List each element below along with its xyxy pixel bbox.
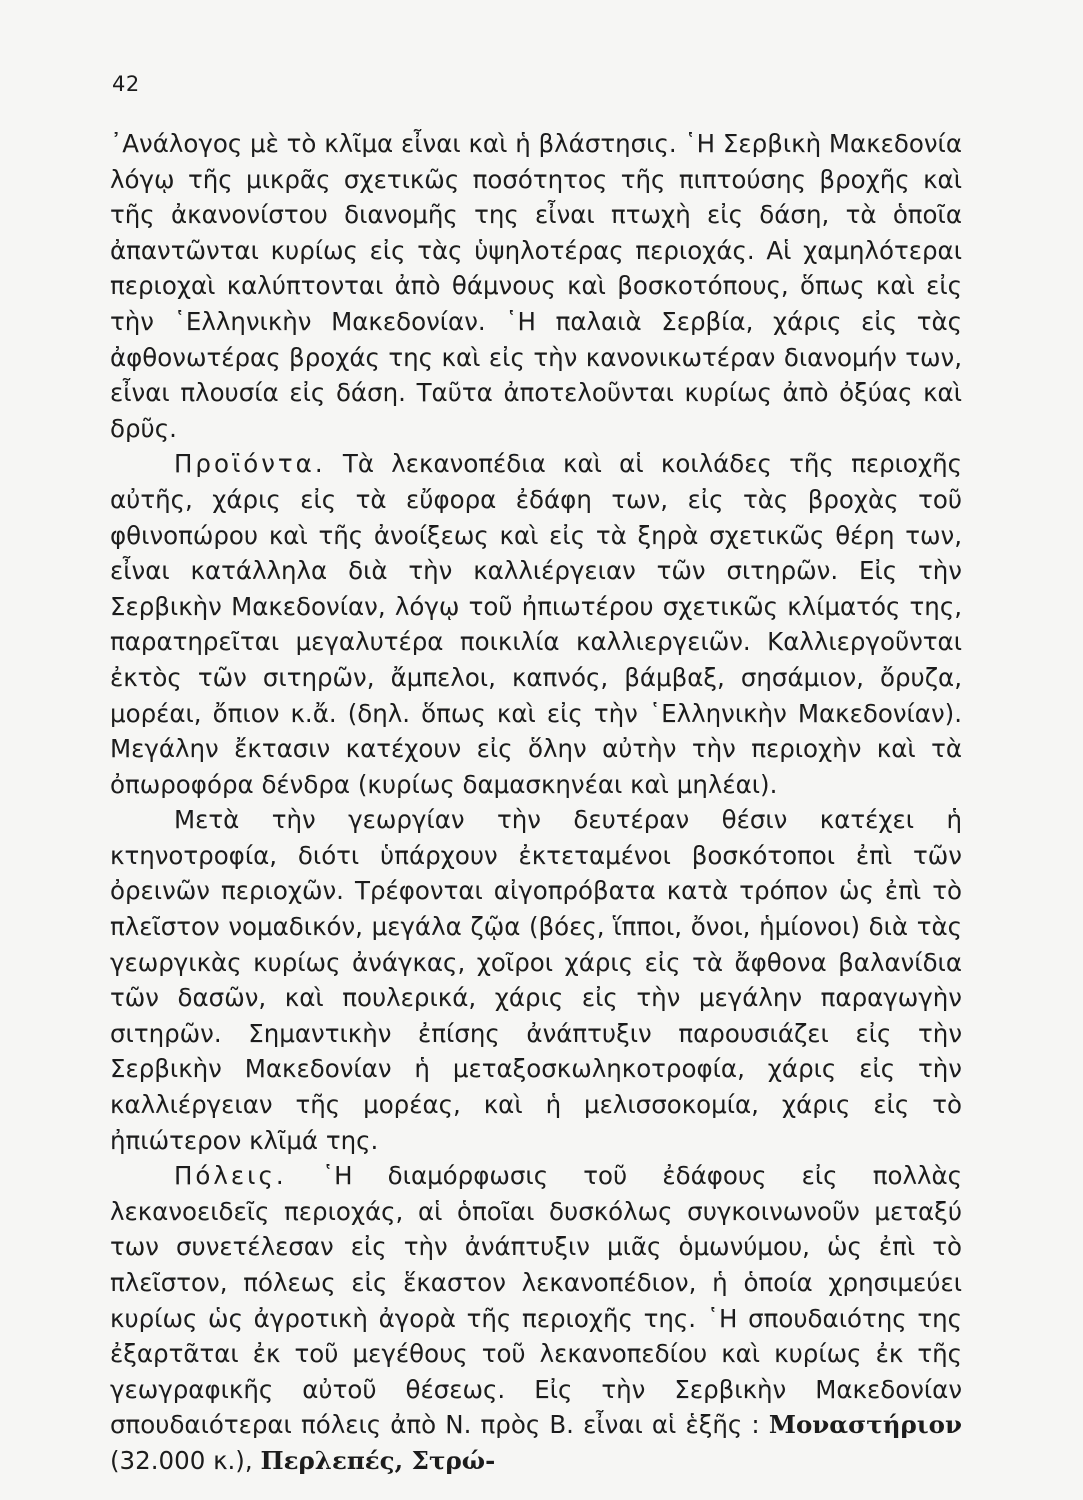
page-number: 42 [112,72,140,96]
city-name: Περλεπές, Στρώ- [260,1445,496,1475]
body-text [110,126,962,1479]
section-heading-products: Προϊόντα. [174,449,326,479]
paragraph-cities-text: ῾Η διαμόρφωσις τοῦ ἐδάφους εἰς πολλὰς λεκανοειδεῖς περιοχάς, αἱ ὁποῖαι δυσκόλως συγκοινωνοῦν μεταξύ των συνετέλεσαν εἰς τὴν ἀνάπτυξιν μιᾶς ὁμωνύμου, ὡς ἐπὶ τὸ πλεῖστον, πόλεως εἰς ἕκαστον λεκανοπέδιον, ἡ ὁποία χρησιμεύει κυρίως ὡς ἀγροτικὴ ἀγορὰ τῆς περιοχῆς της. ῾Η σπουδαιότης της ἐξαρτᾶται ἐκ τοῦ μεγέθους τοῦ λεκανοπεδίου καὶ κυρίως ἐκ τῆς γεωγραφικῆς αὐτοῦ θέσεως. Εἰς τὴν Σερβικὴν Μακεδονίαν σπουδαιότεραι πόλεις ἀπὸ Ν. πρὸς Β. εἶναι αἱ ἑξῆς : [110,1161,962,1440]
paragraph-livestock: Μετὰ τὴν γεωργίαν τὴν δευτέραν θέσιν κατέχει ἡ κτηνοτροφία, διότι ὑπάρχουν ἐκτεταμένοι βοσκότοποι ἐπὶ τῶν ὀρεινῶν περιοχῶν. Τρέφονται αἰγοπρόβατα κατὰ τρόπον ὡς ἐπὶ τὸ πλεῖστον νομαδικόν, μεγάλα ζῷα (βόες, ἵπποι, ὄνοι, ἡμίονοι) διὰ τὰς γεωργικὰς κυρίως ἀνάγκας, χοῖροι χάρις εἰς τὰ ἄφθονα βαλανίδια τῶν δασῶν, καὶ πουλερικά, χάρις εἰς τὴν μεγάλην παραγωγὴν σιτηρῶν. Σημαντικὴν ἐπίσης ἀνάπτυξιν παρουσιάζει εἰς τὴν Σερβικὴν Μακεδονίαν ἡ μεταξοσκωληκοτροφία, χάρις εἰς τὴν καλλιέργειαν τῆς μορέας, καὶ ἡ μελισσοκομία, χάρις εἰς τὸ ἠπιώτερον κλῖμά της. [110,805,962,1155]
city-name: Μοναστήριον [768,1410,962,1440]
city-population: (32.000 κ.), [110,1445,253,1475]
paragraph-products [110,446,962,802]
section-heading-cities: Πόλεις. [174,1161,287,1191]
paragraph-cities [110,1158,962,1478]
paragraph-vegetation: ᾿Ανάλογος μὲ τὸ κλῖμα εἶναι καὶ ἡ βλάστησις. ῾Η Σερβικὴ Μακεδονία λόγῳ τῆς μικρᾶς σχετικῶς ποσότητος τῆς πιπτούσης βροχῆς καὶ τῆς ἀκανονίστου διανομῆς της εἶναι πτωχὴ εἰς δάση, τὰ ὁποῖα ἀπαντῶνται κυρίως εἰς τὰς ὑψηλοτέρας περιοχάς. Αἱ χαμηλότεραι περιοχαὶ καλύπτονται ἀπὸ θάμνους καὶ βοσκοτόπους, ὅπως καὶ εἰς τὴν ῾Ελληνικὴν Μακεδονίαν. ῾Η παλαιὰ Σερβία, χάρις εἰς τὰς ἀφθονωτέρας βροχάς της καὶ εἰς τὴν κανονικωτέραν διανομήν των, εἶναι πλουσία εἰς δάση. Ταῦτα ἀποτελοῦνται κυρίως ἀπὸ ὀξύας καὶ δρῦς. [110,129,962,443]
paragraph-products-text: Τὰ λεκανοπέδια καὶ αἱ κοιλάδες τῆς περιοχῆς αὐτῆς, χάρις εἰς τὰ εὔφορα ἐδάφη των, εἰς τὰς βροχὰς τοῦ φθινοπώρου καὶ τῆς ἀνοίξεως καὶ εἰς τὰ ξηρὰ σχετικῶς θέρη των, εἶναι κατάλληλα διὰ τὴν καλλιέργειαν τῶν σιτηρῶν. Εἰς τὴν Σερβικὴν Μακεδονίαν, λόγῳ τοῦ ἠπιωτέρου σχετικῶς κλίματός της, παρατηρεῖται μεγαλυτέρα ποικιλία καλλιεργειῶν. Καλλιεργοῦνται ἐκτὸς τῶν σιτηρῶν, ἄμπελοι, καπνός, βάμβαξ, σησάμιον, ὄρυζα, μορέαι, ὄπιον κ.ἄ. (δηλ. ὅπως καὶ εἰς τὴν ῾Ελληνικὴν Μακεδονίαν). Μεγάλην ἔκτασιν κατέχουν εἰς ὅλην αὐτὴν τὴν περιοχὴν καὶ τὰ ὀπωροφόρα δένδρα (κυρίως δαμασκηνέαι καὶ μηλέαι). [110,449,962,799]
